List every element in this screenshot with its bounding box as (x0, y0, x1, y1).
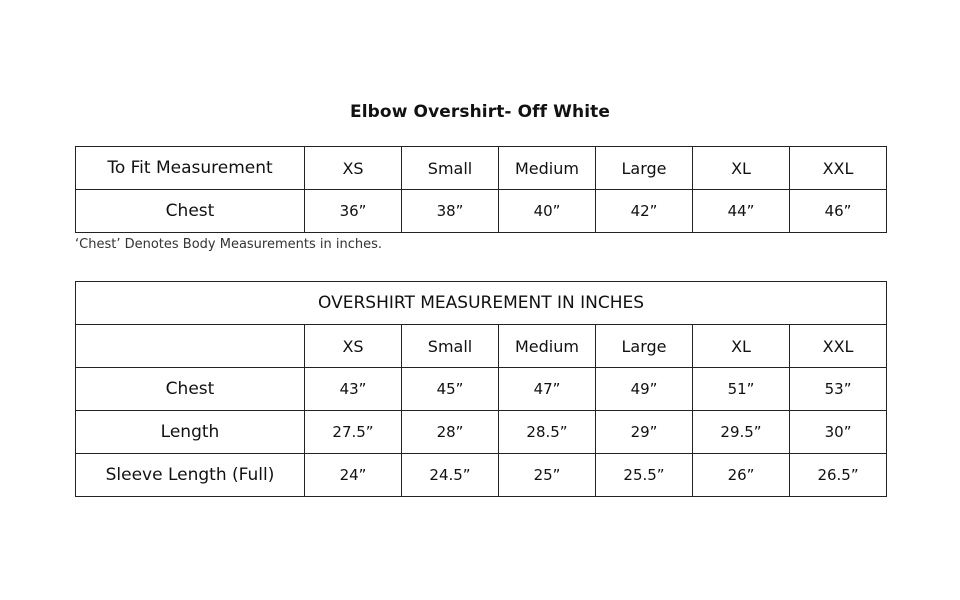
value-cell: 26.5” (790, 454, 887, 497)
table-heading: OVERSHIRT MEASUREMENT IN INCHES (76, 282, 887, 325)
value-cell: 36” (305, 190, 402, 233)
value-cell: 40” (499, 190, 596, 233)
value-cell: 25” (499, 454, 596, 497)
value-cell: 45” (402, 368, 499, 411)
row-label-chest: Chest (76, 190, 305, 233)
value-cell: 28” (402, 411, 499, 454)
size-header-xxl: XXL (790, 147, 887, 190)
table-header-row (76, 147, 887, 190)
value-cell: 27.5” (305, 411, 402, 454)
size-header-medium: Medium (499, 147, 596, 190)
value-cell: 43” (305, 368, 402, 411)
table-heading-row (76, 282, 887, 325)
row-label-length: Length (76, 411, 305, 454)
overshirt-measurement-table (75, 281, 887, 497)
row-label-sleeve-length: Sleeve Length (Full) (76, 454, 305, 497)
size-header-xs: XS (305, 325, 402, 368)
value-cell: 53” (790, 368, 887, 411)
measurement-note: ‘Chest’ Denotes Body Measurements in inches. (75, 237, 383, 252)
value-cell: 47” (499, 368, 596, 411)
value-cell: 24.5” (402, 454, 499, 497)
value-cell: 24” (305, 454, 402, 497)
table-row (76, 454, 887, 497)
fit-measurement-table (75, 146, 887, 233)
size-header-xl: XL (693, 147, 790, 190)
size-header-medium: Medium (499, 325, 596, 368)
value-cell: 29.5” (693, 411, 790, 454)
value-cell: 42” (596, 190, 693, 233)
size-header-xs: XS (305, 147, 402, 190)
size-header-small: Small (402, 147, 499, 190)
size-header-large: Large (596, 147, 693, 190)
value-cell: 51” (693, 368, 790, 411)
table-row (76, 411, 887, 454)
header-label-cell: To Fit Measurement (76, 147, 305, 190)
table-header-row (76, 325, 887, 368)
value-cell: 30” (790, 411, 887, 454)
value-cell: 46” (790, 190, 887, 233)
empty-header-cell (76, 325, 305, 368)
table-row (76, 368, 887, 411)
size-header-small: Small (402, 325, 499, 368)
row-label-chest: Chest (76, 368, 305, 411)
value-cell: 26” (693, 454, 790, 497)
value-cell: 49” (596, 368, 693, 411)
size-header-xxl: XXL (790, 325, 887, 368)
size-header-large: Large (596, 325, 693, 368)
value-cell: 29” (596, 411, 693, 454)
value-cell: 44” (693, 190, 790, 233)
table-row (76, 190, 887, 233)
page-title: Elbow Overshirt- Off White (350, 102, 610, 122)
value-cell: 25.5” (596, 454, 693, 497)
value-cell: 28.5” (499, 411, 596, 454)
size-header-xl: XL (693, 325, 790, 368)
value-cell: 38” (402, 190, 499, 233)
